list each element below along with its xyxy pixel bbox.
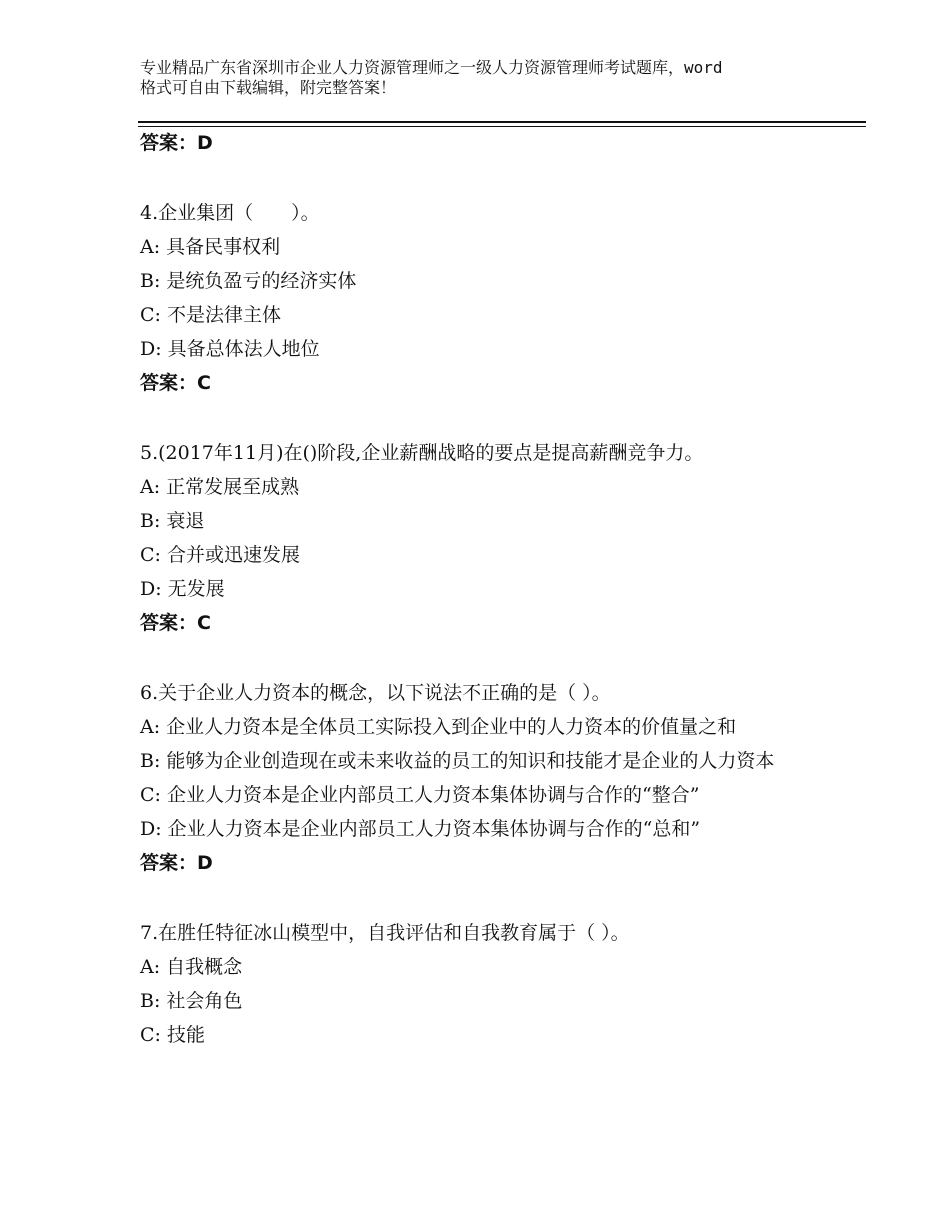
question-stem: 7.在胜任特征冰山模型中，自我评估和自我教育属于（ ）。 xyxy=(140,922,630,944)
option-d: D: 无发展 xyxy=(140,578,225,600)
option-a: A: 企业人力资本是全体员工实际投入到企业中的人力资本的价值量之和 xyxy=(140,716,737,738)
answer-label: 答案：C xyxy=(140,612,211,634)
option-a: A: 自我概念 xyxy=(140,956,243,978)
option-c: C: 合并或迅速发展 xyxy=(140,544,300,566)
header-line-1: 专业精品广东省深圳市企业人力资源管理师之一级人力资源管理师考试题库，word xyxy=(140,58,723,77)
document-header xyxy=(140,58,840,98)
option-b: B: 能够为企业创造现在或未来收益的员工的知识和技能才是企业的人力资本 xyxy=(140,750,775,772)
option-b: B: 衰退 xyxy=(140,510,205,532)
option-d: D: 企业人力资本是企业内部员工人力资本集体协调与合作的“总和” xyxy=(140,818,701,840)
question-4 xyxy=(140,196,820,400)
option-d: D: 具备总体法人地位 xyxy=(140,338,320,360)
question-5 xyxy=(140,436,820,640)
answer-label: 答案：D xyxy=(140,852,213,874)
question-stem: 6.关于企业人力资本的概念，以下说法不正确的是（ ）。 xyxy=(140,682,611,704)
question-stem: 4.企业集团（ ）。 xyxy=(140,202,320,224)
document-body xyxy=(140,126,820,1052)
option-b: B: 是统负盈亏的经济实体 xyxy=(140,270,357,292)
question-6 xyxy=(140,676,820,880)
question-stem: 5.(2017年11月)在()阶段,企业薪酬战略的要点是提高薪酬竞争力。 xyxy=(140,442,704,464)
option-a: A: 具备民事权利 xyxy=(140,236,281,258)
question-7 xyxy=(140,916,820,1052)
header-line-2: 格式可自由下载编辑，附完整答案！ xyxy=(140,78,397,97)
option-c: C: 企业人力资本是企业内部员工人力资本集体协调与合作的“整合” xyxy=(140,784,700,806)
option-c: C: 不是法律主体 xyxy=(140,304,281,326)
answer-label: 答案：C xyxy=(140,372,211,394)
header-rule-thick xyxy=(138,121,866,123)
option-a: A: 正常发展至成熟 xyxy=(140,476,300,498)
option-c: C: 技能 xyxy=(140,1024,205,1046)
option-b: B: 社会角色 xyxy=(140,990,243,1012)
answer-q3: 答案：D xyxy=(140,132,213,154)
